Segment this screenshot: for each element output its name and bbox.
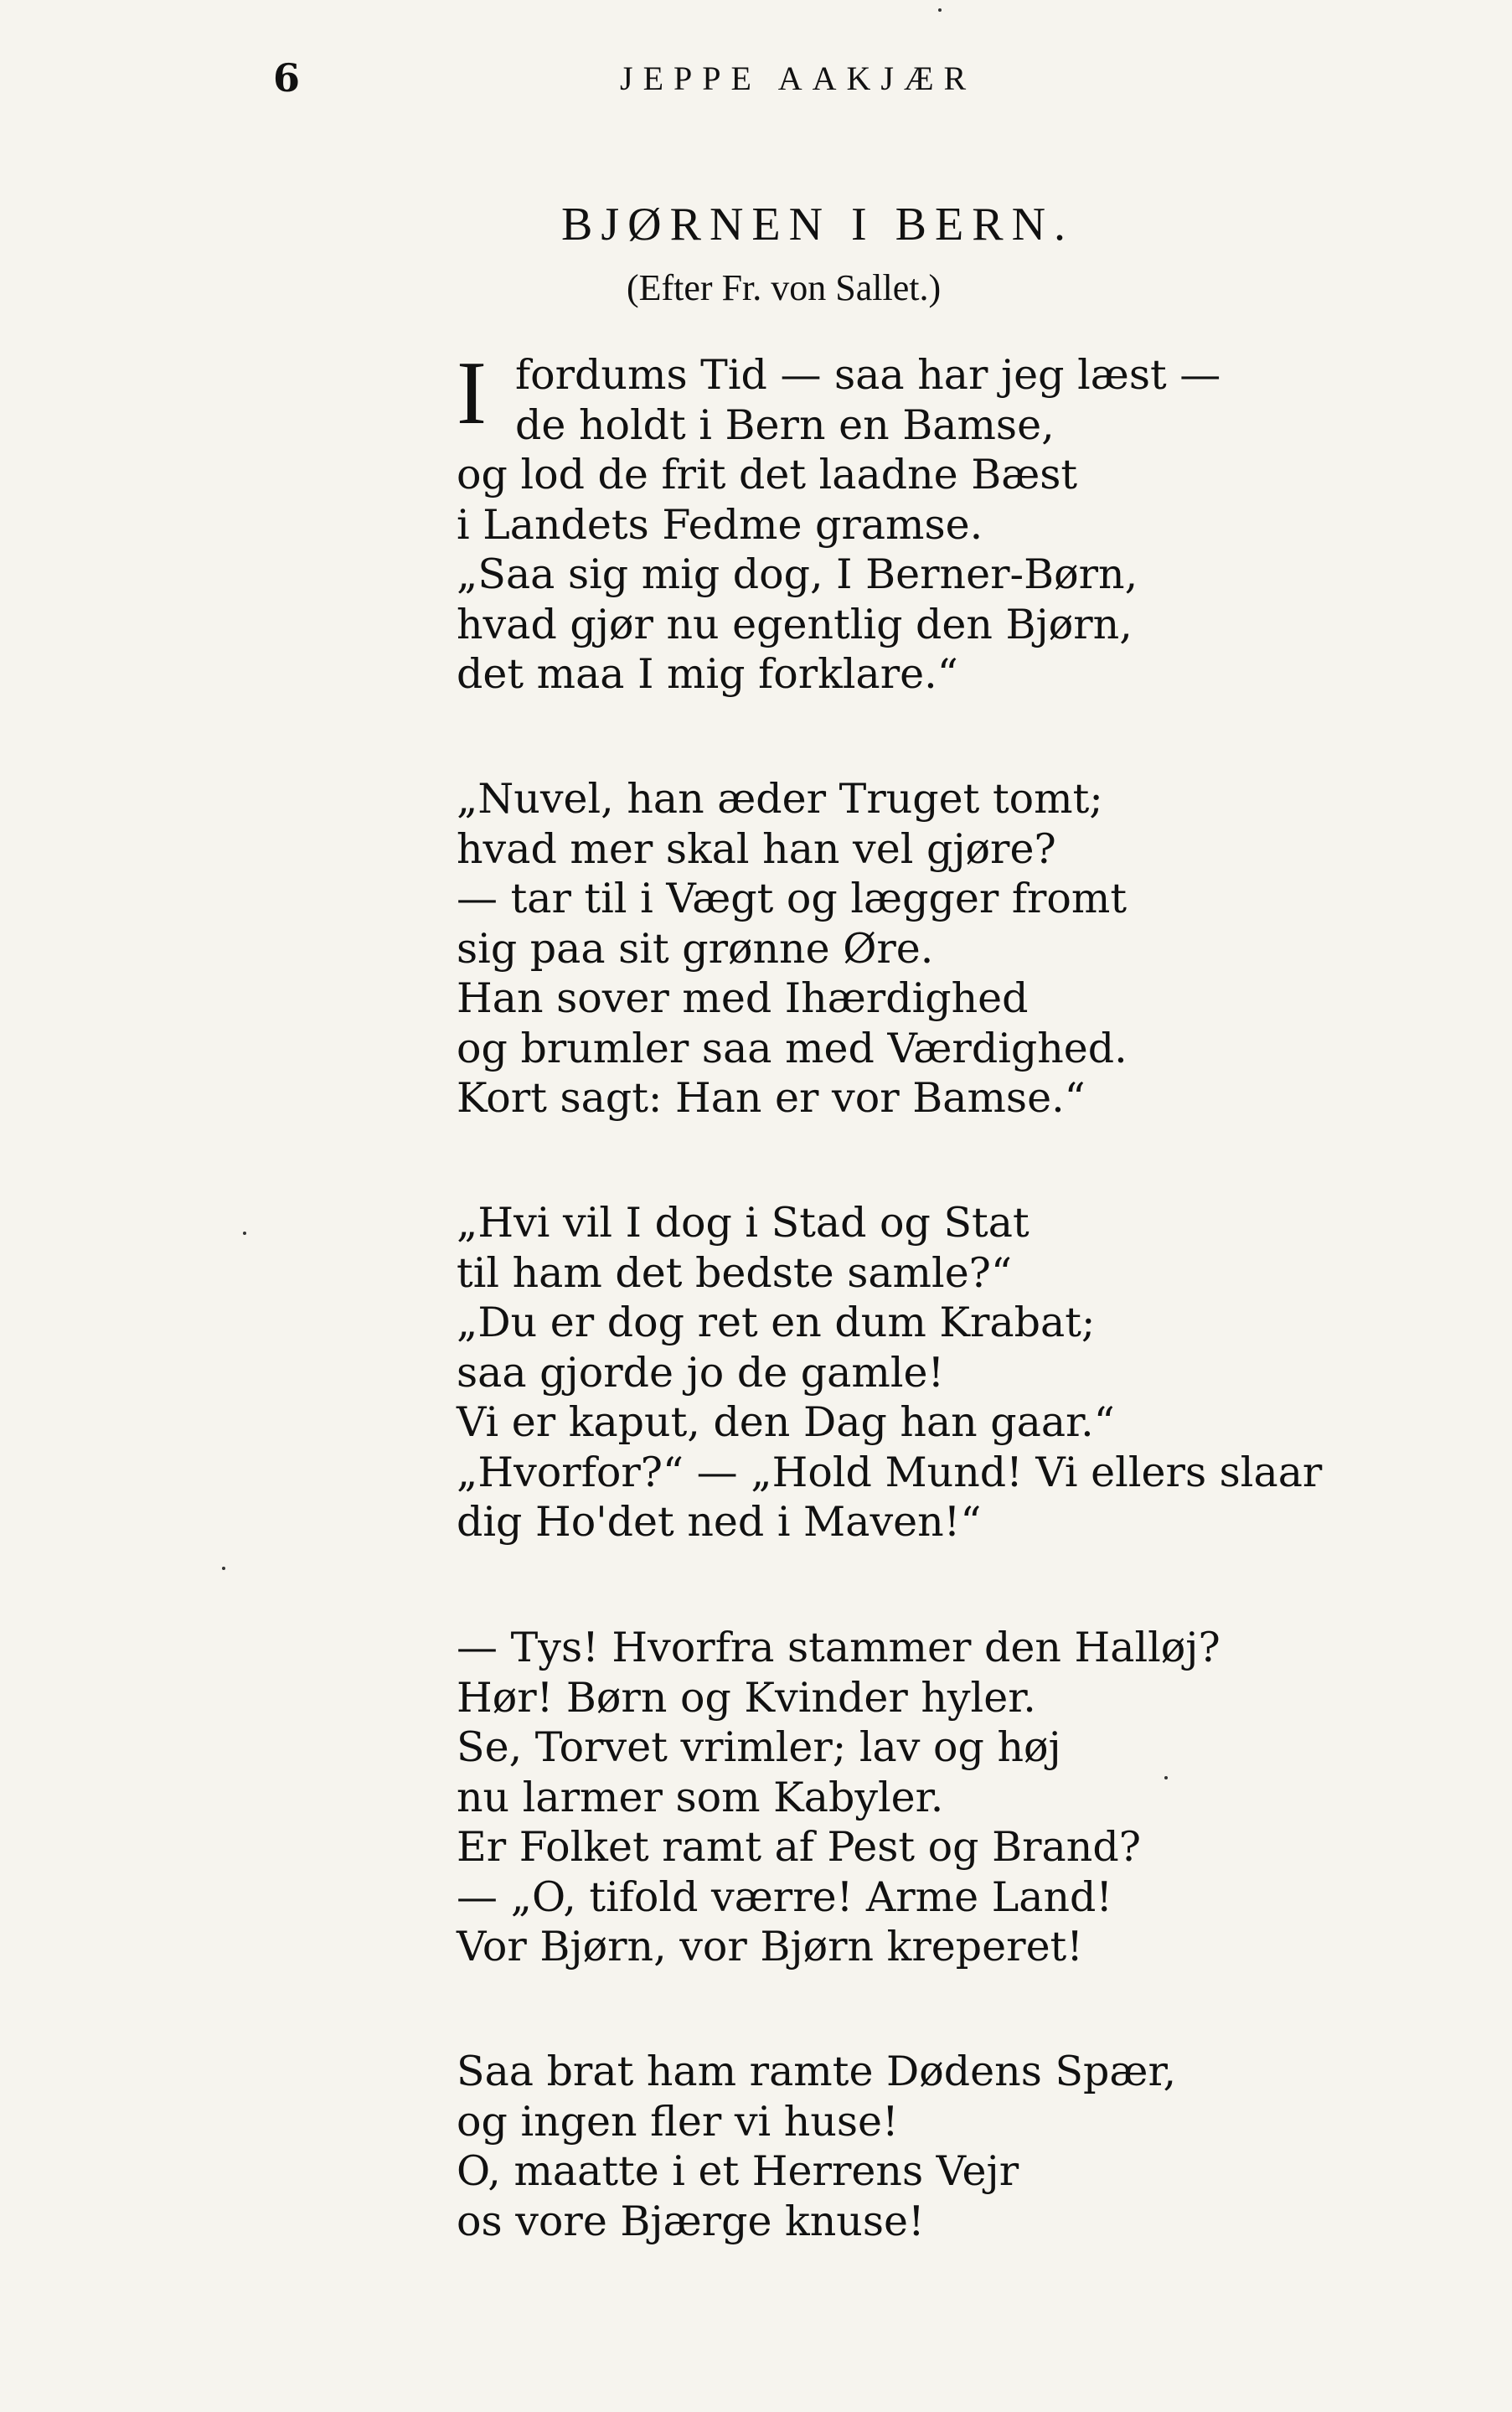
poem-line: „Du er dog ret en dum Krabat;	[457, 1299, 1096, 1346]
poem-line: i Landets Fedme gramse.	[457, 500, 983, 549]
poem-line: Vi er kaput, den Dag han gaar.“	[457, 1398, 1115, 1446]
poem-line: sig paa sit grønne Øre.	[457, 924, 934, 973]
poem-line: nu larmer som Kabyler.	[457, 1773, 944, 1821]
stanza-4	[457, 1623, 1445, 1972]
poem-line: og lod de frit det laadne Bæst	[457, 451, 1078, 498]
poem-line: „Hvorfor?“ — „Hold Mund! Vi ellers slaar	[457, 1448, 1323, 1496]
drop-cap-initial: I	[457, 343, 487, 443]
poem-line: fordums Tid — saa har jeg læst —	[515, 351, 1221, 399]
poem-line: „Saa sig mig dog, I Berner-Børn,	[457, 550, 1138, 598]
poem-line: „Hvi vil I dog i Stad og Stat	[457, 1199, 1030, 1247]
poem-line: — tar til i Vægt og lægger fromt	[457, 875, 1128, 922]
stanza-2	[457, 774, 1445, 1123]
scan-speck	[938, 8, 942, 12]
poem-line: — Tys! Hvorfra stammer den Halløj?	[457, 1624, 1220, 1671]
poem-line: os vore Bjærge knuse!	[457, 2197, 925, 2245]
poem-line: til ham det bedste samle?“	[457, 1248, 1013, 1297]
poem-line: — „O, tifold værre! Arme Land!	[457, 1872, 1113, 1921]
poem-line: Er Folket ramt af Pest og Brand?	[457, 1823, 1141, 1871]
poem-line: Hør! Børn og Kvinder hyler.	[457, 1673, 1036, 1722]
stanza-1	[457, 343, 1445, 700]
stanza-3	[457, 1198, 1445, 1547]
poem-line: det maa I mig forklare.“	[457, 650, 958, 698]
scan-speck	[222, 1567, 225, 1570]
poem-line: O, maatte i et Herrens Vejr	[457, 2147, 1019, 2195]
poem-line: „Nuvel, han æder Truget tomt;	[457, 775, 1103, 823]
poem-line: saa gjorde jo de gamle!	[457, 1348, 945, 1397]
poem-line: og brumler saa med Værdighed.	[457, 1024, 1128, 1072]
poem-line: dig Ho'det ned i Maven!“	[457, 1498, 982, 1546]
poem-line: og ingen fler vi huse!	[457, 2097, 899, 2146]
poem-subtitle: (Efter Fr. von Sallet.)	[627, 267, 942, 308]
poem-line: Se, Torvet vrimler; lav og høj	[457, 1723, 1061, 1771]
poem-line: Kort sagt: Han er vor Bamse.“	[457, 1074, 1086, 1122]
poem-line: Vor Bjørn, vor Bjørn kreperet!	[457, 1923, 1083, 1970]
poem-line: hvad gjør nu egentlig den Bjørn,	[457, 600, 1133, 648]
poem-line: de holdt i Bern en Bamse,	[515, 400, 1055, 449]
scan-speck	[1164, 1776, 1168, 1779]
poem-line: Saa brat ham ramte Dødens Spær,	[457, 2048, 1177, 2095]
page-number: 6	[273, 55, 301, 101]
running-title: JEPPE AAKJÆR	[620, 59, 977, 97]
poem-line: hvad mer skal han vel gjøre?	[457, 824, 1056, 873]
scan-speck	[243, 1232, 246, 1235]
stanza-5	[457, 2047, 1445, 2246]
poem-line: Han sover med Ihærdighed	[457, 974, 1029, 1022]
poem-title: BJØRNEN I BERN.	[561, 199, 1075, 250]
